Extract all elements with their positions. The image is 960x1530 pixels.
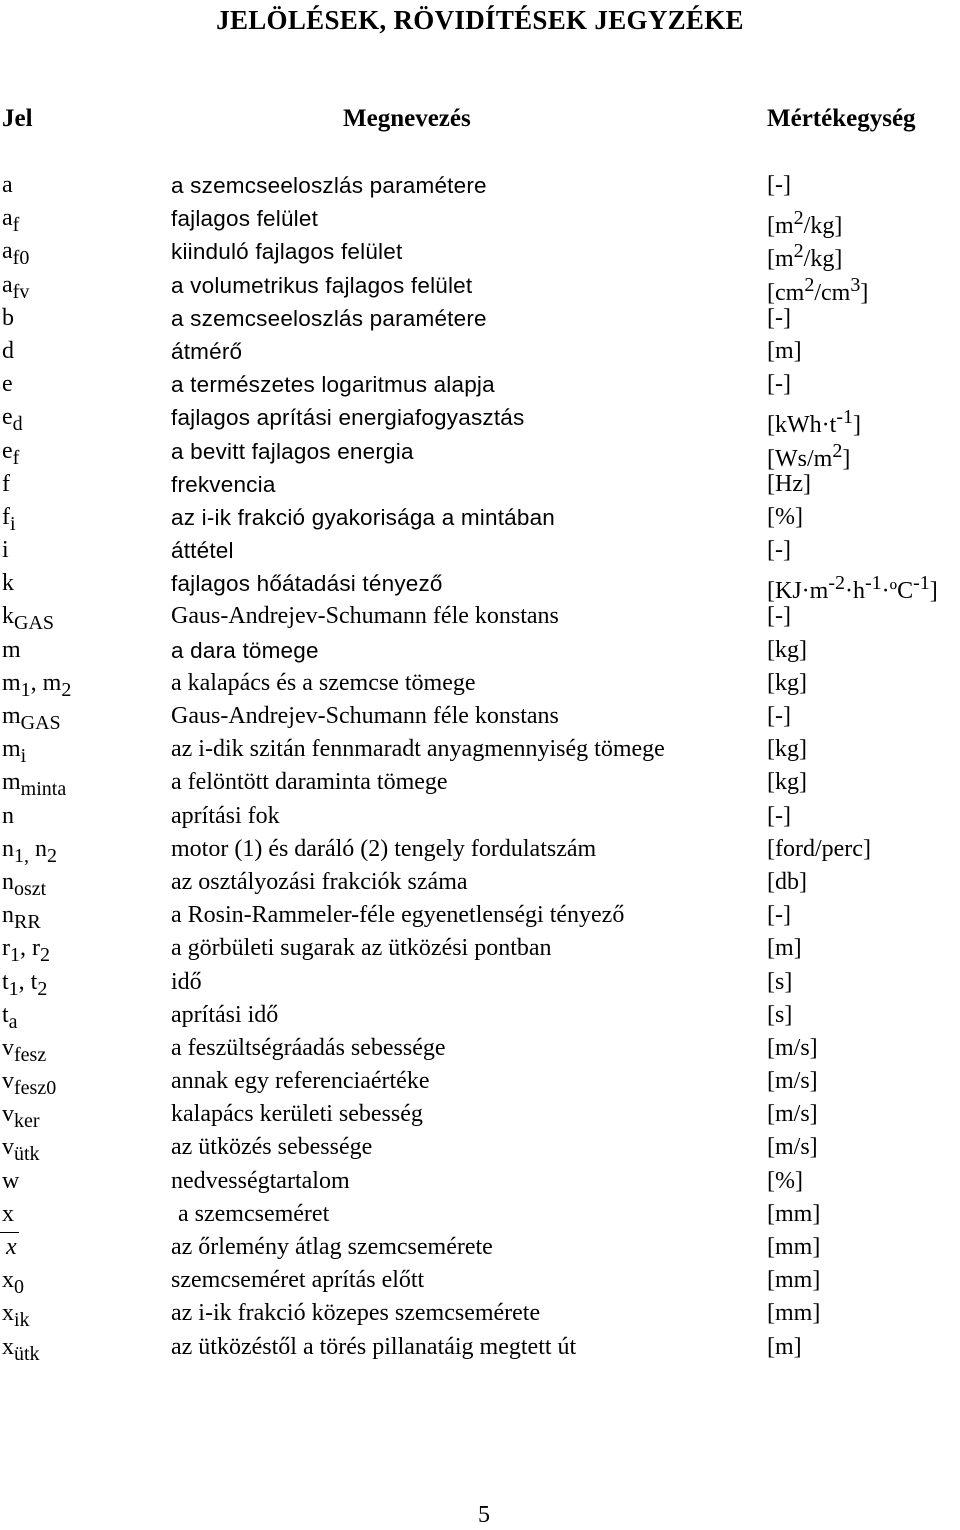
notation-unit: [mm] [767,1300,821,1327]
notation-name: a természetes logaritmus alapja [171,372,495,398]
notation-name: annak egy referenciaértéke [171,1068,430,1095]
notation-symbol: $e_d$ [2,404,23,436]
notation-symbol: k [2,570,14,597]
notation-symbol: $m_{GAS}$ [2,703,61,734]
notation-row [0,999,960,1032]
notation-row [0,600,960,633]
notation-name: az i-ik frakció közepes szemcsemérete [171,1300,541,1327]
notation-unit: [kg] [767,669,807,696]
notation-unit: $[cm^2/cm^3]$ [767,273,869,306]
notation-name: átmérő [171,338,243,364]
notation-unit: [-] [767,371,791,398]
notation-unit: [kg] [767,769,807,796]
notation-row [0,1331,960,1364]
notation-row [0,235,960,273]
notation-unit: [kg] [767,736,807,763]
notation-unit: [m/s] [767,1034,818,1061]
notation-row [0,1065,960,1098]
notation-name: áttétel [171,538,234,564]
column-header-symbol: Jel [2,105,33,132]
page-number: 5 [478,1502,490,1528]
notation-unit: [s] [767,1001,793,1028]
notation-unit: [mm] [767,1234,821,1260]
notation-symbol: $x_{ik}$ [2,1300,30,1332]
notation-symbol: i [2,537,9,564]
notation-row [0,932,960,965]
notation-row [0,401,960,439]
notation-name: fajlagos felület [171,206,319,232]
notation-symbol: f [2,470,10,497]
notation-symbol: $m_1$, $m_2$ [2,669,72,701]
notation-symbol: $n_{1,}$ $n_2$ [2,835,57,867]
notation-row [0,169,960,202]
notation-unit: [%] [767,1167,803,1194]
notation-name: a bevitt fajlagos energia [171,438,414,464]
notation-row [0,866,960,899]
notation-symbol: $a_{f0}$ [2,238,30,270]
notation-symbol: w [2,1167,20,1194]
notation-unit: [-] [767,603,791,630]
notation-symbol: $e_f$ [2,437,20,469]
notation-name: kalapács kerületi sebesség [171,1101,423,1128]
notation-name: a szemcseeloszlás paramétere [171,305,487,331]
notation-unit: [-] [767,304,791,331]
notation-name: Gaus-Andrejev-Schumann féle konstans [171,603,559,630]
notation-name: az i-ik frakció gyakorisága a mintában [171,504,556,530]
notation-name: kiinduló fajlagos felület [171,239,403,265]
notation-row [0,335,960,368]
notation-row [0,302,960,335]
notation-unit: $[m^2/kg]$ [767,207,843,240]
notation-symbol: a [2,172,13,198]
notation-unit: $[Ws/m^2]$ [767,439,851,472]
notation-name: az osztályozási frakciók száma [171,868,468,895]
notation-unit: [ford/perc] [767,835,871,862]
notation-unit: [m/s] [767,1101,818,1128]
notation-unit: $[kWh\cdot t^{-1}]$ [767,406,861,439]
notation-unit: $[m^2/kg]$ [767,240,843,273]
notation-symbol: $f_i$ [2,503,16,535]
notation-unit: [mm] [767,1267,821,1294]
notation-symbol: $n_{RR}$ [2,902,41,933]
notation-row [0,1098,960,1131]
notation-unit: [Hz] [767,470,811,497]
notation-list [0,169,960,1364]
notation-name: szemcseméret aprítás előtt [171,1267,425,1294]
notation-name: az őrlemény átlag szemcsemérete [171,1234,493,1260]
page-title: JELÖLÉSEK, RÖVIDÍTÉSEK JEGYZÉKE [216,5,744,35]
notation-row [0,700,960,733]
notation-row [0,766,960,799]
notation-row [0,1032,960,1065]
notation-symbol: $m_i$ [2,736,27,767]
notation-symbol: $n_{oszt}$ [2,868,47,900]
notation-row [0,269,960,306]
notation-name: a szemcseeloszlás paramétere [171,173,487,198]
notation-name: a görbületi sugarak az ütközési pontban [171,935,552,962]
notation-symbol: $x_0$ [2,1267,24,1298]
notation-symbol: $m_{minta}$ [2,769,67,801]
notation-name: a Rosin-Rammeler-féle egyenetlenségi tényező [171,902,625,929]
notation-name: a kalapács és a szemcse tömege [171,669,476,696]
notation-name: a dara tömege [171,637,319,663]
notation-row [0,534,960,567]
notation-symbol: $v_{fesz0}$ [2,1068,57,1099]
notation-row [0,1297,960,1330]
notation-row [0,1198,960,1231]
notation-name: nedvességtartalom [171,1167,350,1194]
notation-row [0,899,960,932]
notation-unit: [kg] [767,636,807,663]
notation-symbol: $k_{GAS}$ [2,603,55,635]
notation-name: motor (1) és daráló (2) tengely fordulatszám [171,835,597,862]
notation-symbol: m [2,636,21,663]
notation-symbol: e [2,371,13,398]
notation-symbol: $v_{ütk}$ [2,1134,40,1166]
notation-symbol: $v_{fesz}$ [2,1034,47,1066]
notation-row [0,1165,960,1198]
notation-unit: [-] [767,703,791,729]
notation-name: az i-dik szitán fennmaradt anyagmennyiség tömege [171,736,665,763]
notation-symbol: $v_{ker}$ [2,1101,40,1133]
notation-symbol: d [2,337,14,364]
notation-row [0,1264,960,1297]
notation-name: az ütközéstől a törés pillanatáig megtett út [171,1333,577,1360]
notation-row [0,966,960,999]
notation-row [0,1131,960,1164]
notation-symbol: n [2,802,14,829]
notation-symbol: $t_1$, $t_2$ [2,968,48,1000]
notation-unit: [-] [767,902,791,929]
notation-row [0,733,960,766]
notation-unit: [m] [767,1333,802,1360]
notation-symbol: $t_a$ [2,1001,18,1033]
notation-symbol: $a_f$ [2,205,20,236]
notation-symbol: x [2,1231,17,1264]
notation-unit: [mm] [767,1200,821,1227]
notation-unit: [m] [767,337,802,364]
notation-row [0,202,960,240]
notation-unit: [s] [767,968,793,995]
notation-name: a szemcseméret [178,1200,330,1227]
notation-symbol: $a_{fv}$ [2,271,30,303]
notation-name: idő [171,968,202,995]
notation-name: aprítási fok [171,802,280,829]
notation-name: Gaus-Andrejev-Schumann féle konstans [171,703,559,729]
column-header-unit: Mértékegység [767,105,916,132]
notation-unit: [%] [767,503,803,530]
notation-name: az ütközés sebessége [171,1134,373,1161]
notation-unit: [m/s] [767,1134,818,1161]
notation-row [0,567,960,605]
notation-row [0,833,960,866]
notation-row [0,501,960,534]
notation-unit: [db] [767,868,807,895]
notation-symbol: b [2,304,14,331]
notation-name: fajlagos aprítási energiafogyasztás [171,405,525,431]
notation-row [0,1231,960,1264]
notation-symbol: x [2,1200,14,1227]
notation-row [0,468,960,501]
notation-row [0,368,960,401]
notation-name: fajlagos hőátadási tényező [171,571,443,597]
notation-unit: [-] [767,537,791,564]
notation-row [0,634,960,667]
notation-unit: [m] [767,935,802,962]
notation-symbol: $r_1$, $r_2$ [2,935,50,967]
notation-symbol: $x_{ütk}$ [2,1333,40,1365]
notation-name: a volumetrikus fajlagos felület [171,272,473,298]
notation-unit: [-] [767,172,791,198]
column-header-name: Megnevezés [343,105,471,132]
notation-name: a felöntött daraminta tömege [171,769,448,796]
notation-unit: [m/s] [767,1068,818,1095]
notation-row [0,800,960,833]
notation-name: aprítási idő [171,1001,279,1028]
notation-name: frekvencia [171,471,276,497]
notation-name: a feszültségráadás sebessége [171,1034,446,1061]
notation-row [0,667,960,700]
notation-unit: [-] [767,802,791,829]
notation-unit: $[KJ\cdot m^{-2}\cdot h^{-1}\cdot ºC^{-1}]$ [767,572,938,605]
notation-row [0,435,960,472]
